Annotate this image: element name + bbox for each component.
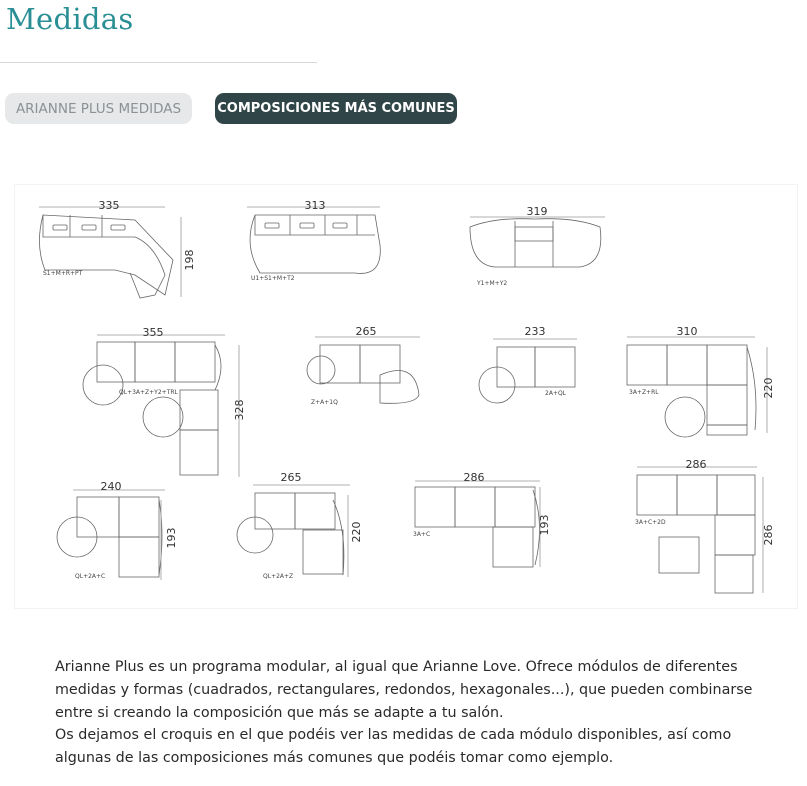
- composition-code-label: QL+2A+Z: [263, 573, 294, 580]
- composition-depth-label: 328: [233, 399, 246, 421]
- composition-width-label: 265: [355, 325, 377, 338]
- composition-depth-label: 286: [762, 524, 775, 546]
- composition-8: [57, 490, 165, 580]
- composition-code-label: S1+M+R+PT: [43, 270, 83, 277]
- description-paragraph-1: Arianne Plus es un programa modular, al igual que Arianne Love. Ofrece módulos de diferentes medidas y formas (cuadrados, rectangulares, redondos, hexagonales...), que pueden combinarse entre si creando la composición que más se adapte a tu salón.: [55, 659, 753, 721]
- composition-width-label: 240: [100, 480, 122, 493]
- composition-4: [83, 335, 239, 477]
- composition-code-label: QL+2A+C: [75, 573, 106, 580]
- composition-depth-label: 220: [350, 521, 363, 543]
- composition-width-label: 286: [685, 458, 707, 471]
- title-divider: [0, 62, 317, 63]
- composition-width-label: 233: [524, 325, 546, 338]
- composition-11: [637, 467, 763, 593]
- composition-code-label: QL+3A+Z+Y2+TRL: [119, 389, 178, 396]
- composition-depth-label: 198: [183, 249, 196, 271]
- description-paragraph-2: Os dejamos el croquis en el que podéis ver las medidas de cada módulo disponibles, así como algunas de las composiciones más comunes que podéis tomar como ejemplo.: [55, 727, 732, 767]
- tab-arianne-plus-medidas[interactable]: ARIANNE PLUS MEDIDAS: [5, 93, 192, 124]
- composition-7: [627, 337, 767, 437]
- compositions-diagram: [15, 185, 797, 608]
- composition-code-label: 3A+C+2D: [635, 519, 666, 526]
- composition-depth-label: 193: [165, 527, 178, 549]
- composition-width-label: 286: [463, 471, 485, 484]
- composition-width-label: 265: [280, 471, 302, 484]
- composition-5: [307, 337, 420, 403]
- composition-code-label: 2A+QL: [545, 390, 567, 397]
- tab-composiciones-mas-comunes[interactable]: COMPOSICIONES MÁS COMUNES: [215, 93, 457, 124]
- composition-code-label: 3A+Z+RL: [629, 389, 659, 396]
- composition-width-label: 355: [142, 326, 164, 339]
- composition-depth-label: 220: [762, 377, 775, 399]
- composition-width-label: 310: [676, 325, 698, 338]
- composition-1: [39, 207, 181, 298]
- composition-9: [237, 485, 350, 577]
- composition-code-label: Z+A+1Q: [311, 399, 338, 406]
- composition-width-label: 335: [98, 199, 120, 212]
- description: [55, 656, 785, 770]
- composition-code-label: U1+S1+M+T2: [251, 275, 295, 282]
- composition-depth-label: 193: [538, 514, 551, 536]
- composition-2: [247, 207, 380, 273]
- page-title: Medidas: [6, 2, 134, 36]
- composition-width-label: 319: [526, 205, 548, 218]
- composition-10: [415, 481, 540, 567]
- composition-code-label: Y1+M+Y2: [477, 280, 508, 287]
- composition-3: [470, 217, 605, 267]
- composition-code-label: 3A+C: [413, 531, 431, 538]
- composition-width-label: 313: [304, 199, 326, 212]
